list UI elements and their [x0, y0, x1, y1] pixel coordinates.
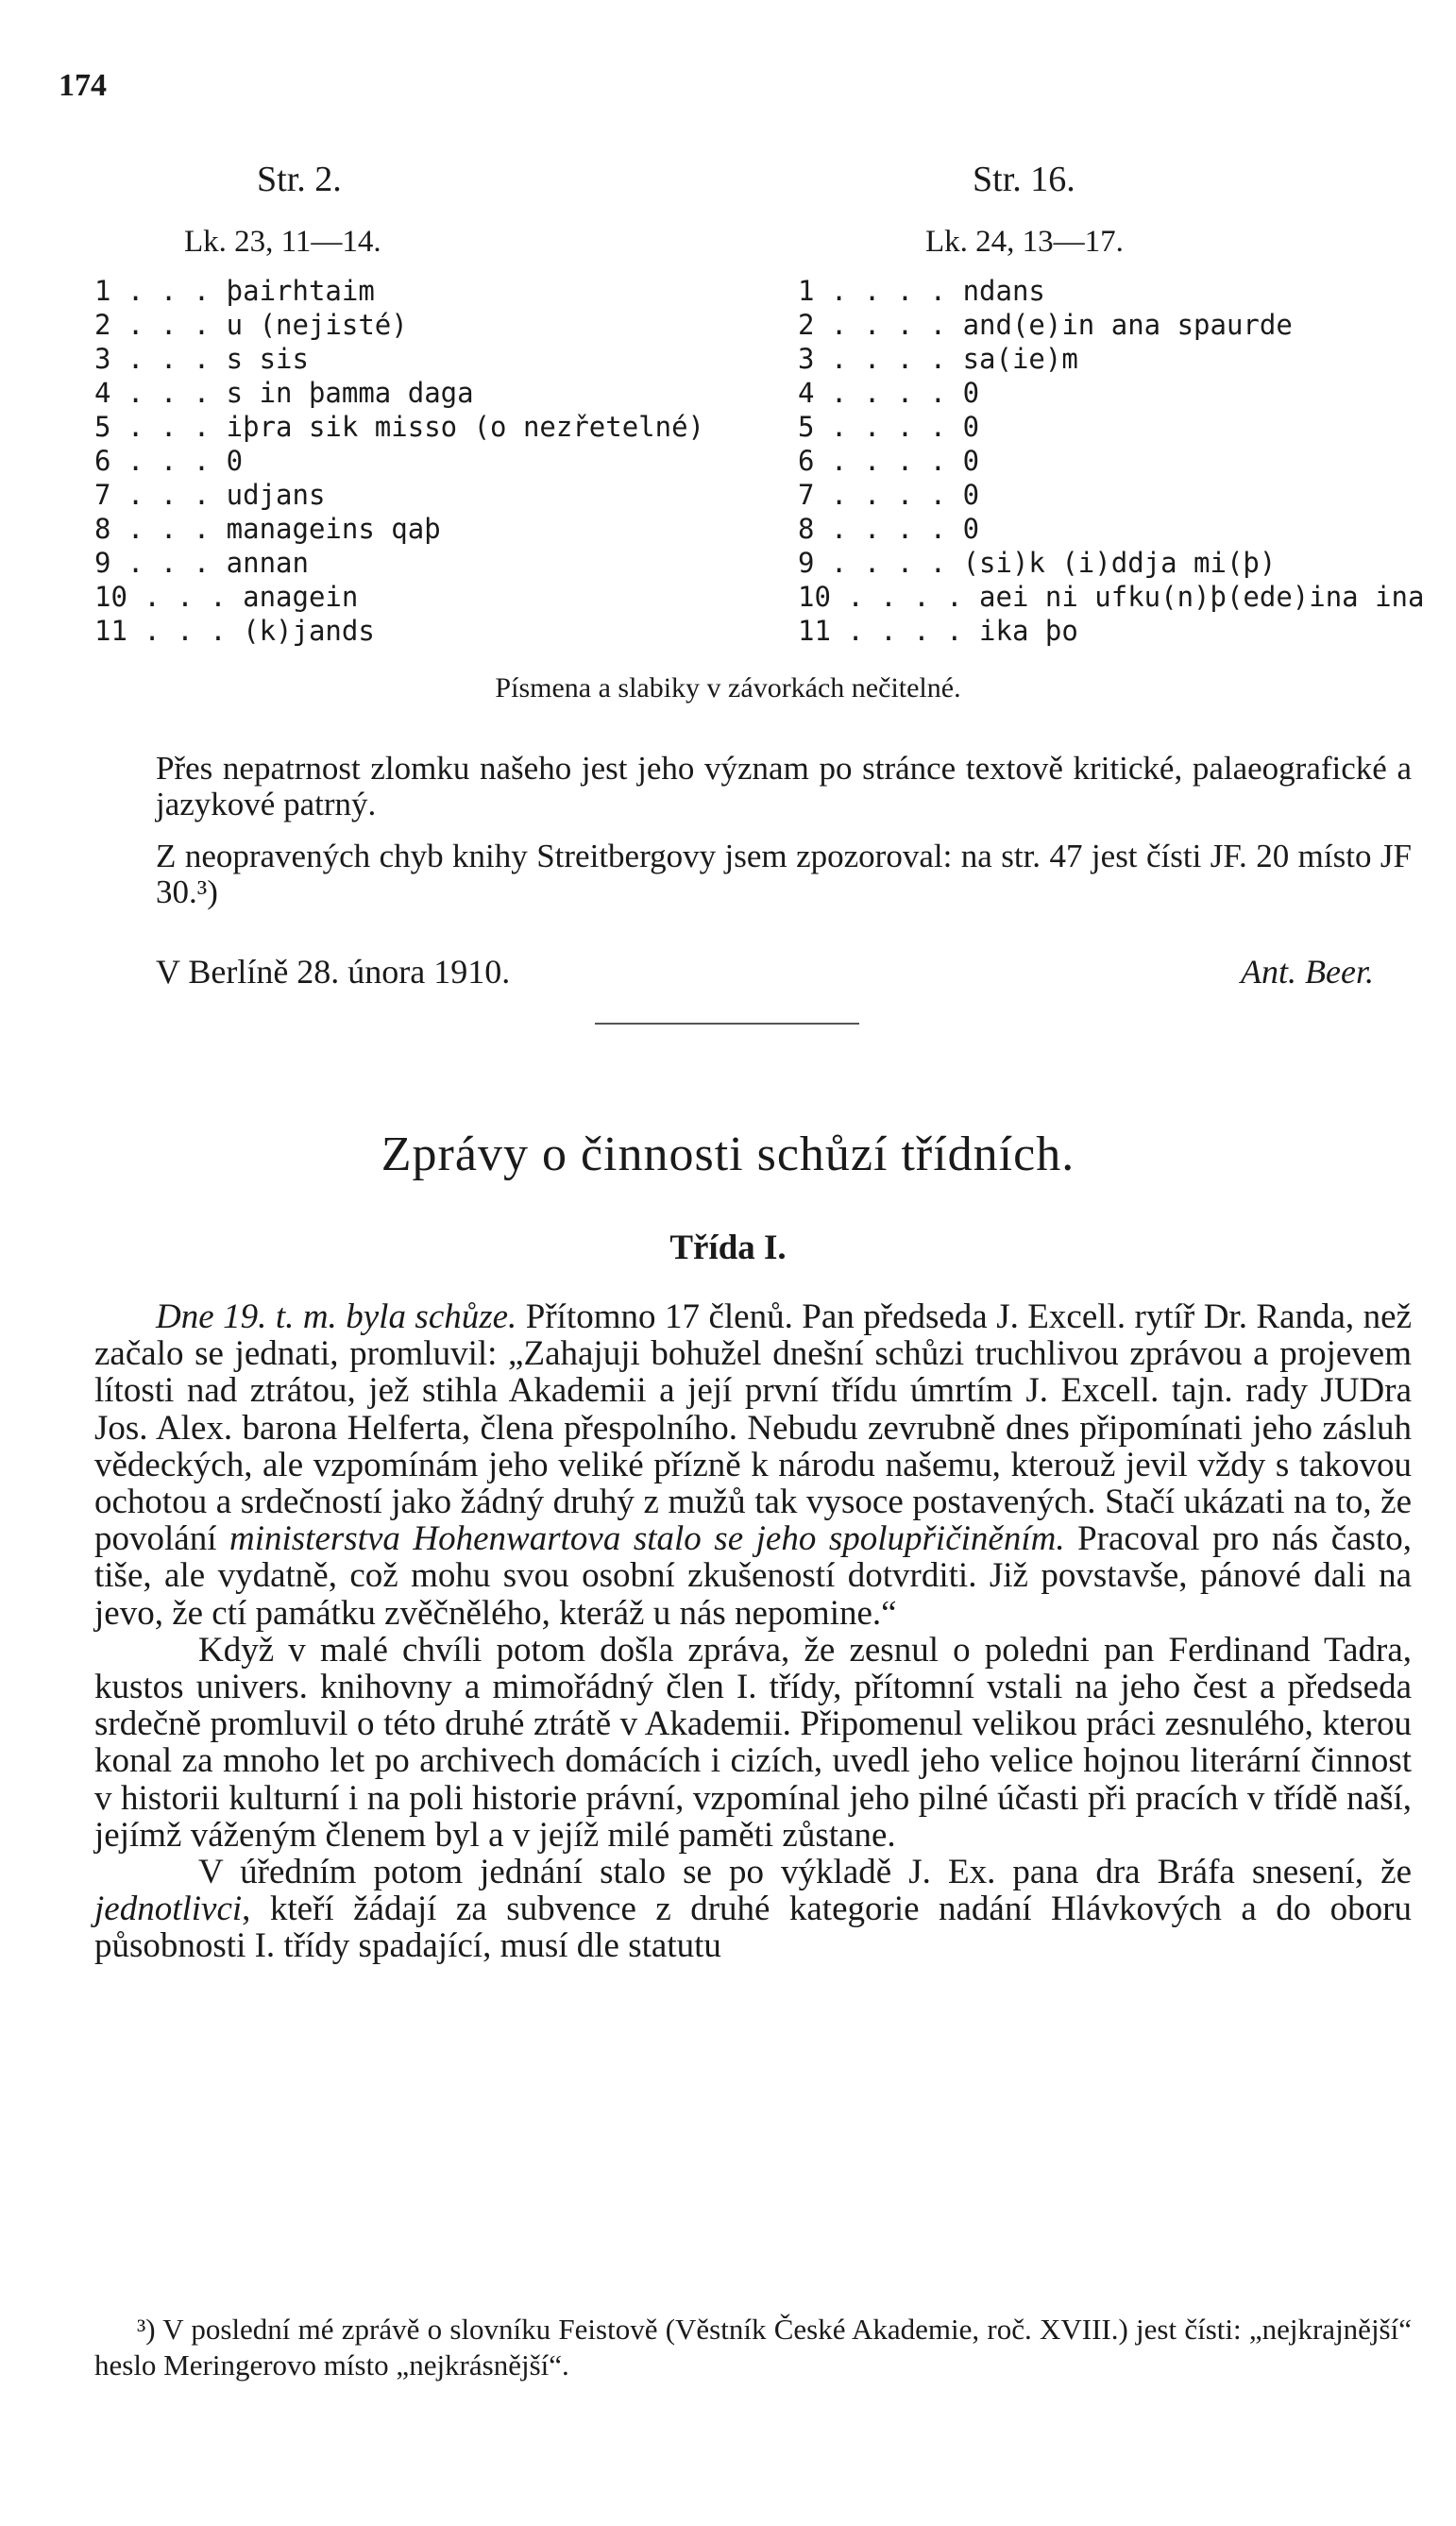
body-paragraph-3-italic: jednotlivci [94, 1890, 243, 1929]
right-column-rows [798, 274, 1424, 648]
intro-paragraph-1 [156, 751, 1412, 822]
right-column-header: Str. 16. [973, 160, 1075, 199]
list-item: 7 . . . udjans [94, 479, 326, 511]
list-item: 3 . . . . sa(ie)m [798, 343, 1078, 375]
list-item: 6 . . . 0 [94, 445, 244, 477]
list-item: 6 . . . . 0 [798, 445, 980, 477]
list-item: 9 . . . . (si)k (i)ddja mi(þ) [798, 547, 1277, 579]
intro-paragraph-2-text: Z neopravených chyb knihy Streitbergovy jsem zpozoroval: na str. 47 jest čísti JF. 20 místo JF 30.³) [156, 838, 1412, 910]
list-item: 9 . . . annan [94, 547, 309, 579]
page-number: 174 [59, 68, 107, 103]
list-item: 8 . . . . 0 [798, 513, 980, 545]
list-item: 4 . . . s in þamma daga [94, 377, 474, 409]
signature-author: Ant. Beer. [1241, 953, 1374, 991]
footnote-text: ³) V poslední mé zprávě o slovníku Feistově (Věstník České Akademie, roč. XVIII.) jest čísti: „nejkrajnější“ heslo Meringerovo místo „nejkrásnější“. [94, 2313, 1412, 2382]
list-item: 3 . . . s sis [94, 343, 309, 375]
body-paragraph-1-italic: ministerstva Hohenwartova stalo se jeho spolupřičiněním. [229, 1519, 1065, 1559]
body-paragraph-1-end: Pracoval pro nás často, tiše, ale vydatně, což mohu svou osobní zkušeností dotvrditi. Již povstavše, pánové dali na jevo, že ctí památku zvěčnělého, kteráž u nás nepomine.“ [94, 1519, 1412, 1633]
list-item: 11 . . . (k)jands [94, 615, 375, 647]
body-paragraph-2: Když v malé chvíli potom došla zpráva, že zesnul o poledni pan Ferdinand Tadra, kustos univers. knihovny a mimořádný člen I. třídy, přítomní vstali na jeho čest a předseda srdečně promluvil o této druhé ztrátě v Akademii. Připomenul velikou práci zesnulého, kterou konal za mnoho let po archivech domácích i cizích, uvedl jeho velice hojnou literární činnost v historii kulturní i na poli historie právní, vzpomínal jeho pilné účasti při pracích v třídě naší, jejímž váženým členem byl a v jejíž milé paměti zůstane. [94, 1630, 1412, 1855]
list-item: 1 . . . þairhtaim [94, 275, 375, 307]
list-item: 5 . . . iþra sik misso (o nezřetelné) [94, 411, 705, 443]
list-item: 2 . . . . and(e)in ana spaurde [798, 309, 1293, 341]
class-title: Třída I. [669, 1229, 787, 1267]
body-paragraph-1-text: Přítomno 17 členů. Pan předseda J. Excell. rytíř Dr. Randa, než začalo se jednati, promluvil: „Zahajuji bohužel dnešní schůzi truchlivou zprávou a projevem lítosti nad ztrátou, jež stihla Akademii a její první třídu úmrtím J. Excell. tajn. rady JUDra Jos. Alex. barona Helferta, člena přespolního. Nebudu zevrubně dnes připomínati jeho zásluh vědeckých, ale vzpomínám jeho veliké přízně k národu našemu, kterouž jevil vždy s takovou ochotou a srdečností jako žádný druhý z mužů tak vysoce postavených. Stačí ukázati na to, že povolání [94, 1297, 1412, 1559]
left-column-rows [94, 274, 704, 648]
list-item: 2 . . . u (nejisté) [94, 309, 408, 341]
list-item: 11 . . . . ika þo [798, 615, 1078, 647]
separator-rule [595, 1023, 859, 1025]
list-item: 1 . . . . ndans [798, 275, 1045, 307]
body-text [94, 1298, 1412, 1965]
left-column-subheader: Lk. 23, 11—14. [184, 225, 381, 259]
signature-line [156, 952, 1374, 992]
list-item: 4 . . . . 0 [798, 377, 980, 409]
list-item: 7 . . . . 0 [798, 479, 980, 511]
intro-paragraph-2 [156, 839, 1412, 910]
body-paragraph-3 [94, 1854, 1412, 1965]
list-item: 10 . . . . aei ni ufku(n)þ(ede)ina ina [798, 581, 1425, 613]
intro-paragraph-1-text: Přes nepatrnost zlomku našeho jest jeho význam po stránce textově kritické, palaeografické a jazykové patrný. [156, 750, 1412, 822]
body-paragraph-1 [94, 1298, 1412, 1632]
body-paragraph-3-text: V úředním potom jednání stalo se po výkladě J. Ex. pana dra Bráfa snesení, že [198, 1853, 1412, 1892]
right-column-subheader: Lk. 24, 13—17. [925, 225, 1124, 259]
footnote [94, 2312, 1412, 2383]
list-item: 5 . . . . 0 [798, 411, 980, 443]
meeting-date: Dne 19. t. m. byla schůze. [156, 1297, 517, 1336]
body-paragraph-3-end: , kteří žádají za subvence z druhé kategorie nadání Hlávkových a do oboru působnosti I. třídy spadající, musí dle statutu [94, 1890, 1412, 1966]
section-title: Zprávy o činnosti schůzí třídních. [381, 1127, 1075, 1181]
list-item: 8 . . . manageins qaþ [94, 513, 441, 545]
left-column-header: Str. 2. [257, 160, 342, 199]
signature-place-date: V Berlíně 28. února 1910. [156, 953, 511, 991]
list-item: 10 . . . anagein [94, 581, 359, 613]
illegible-note: Písmena a slabiky v závorkách nečitelné. [495, 672, 961, 704]
